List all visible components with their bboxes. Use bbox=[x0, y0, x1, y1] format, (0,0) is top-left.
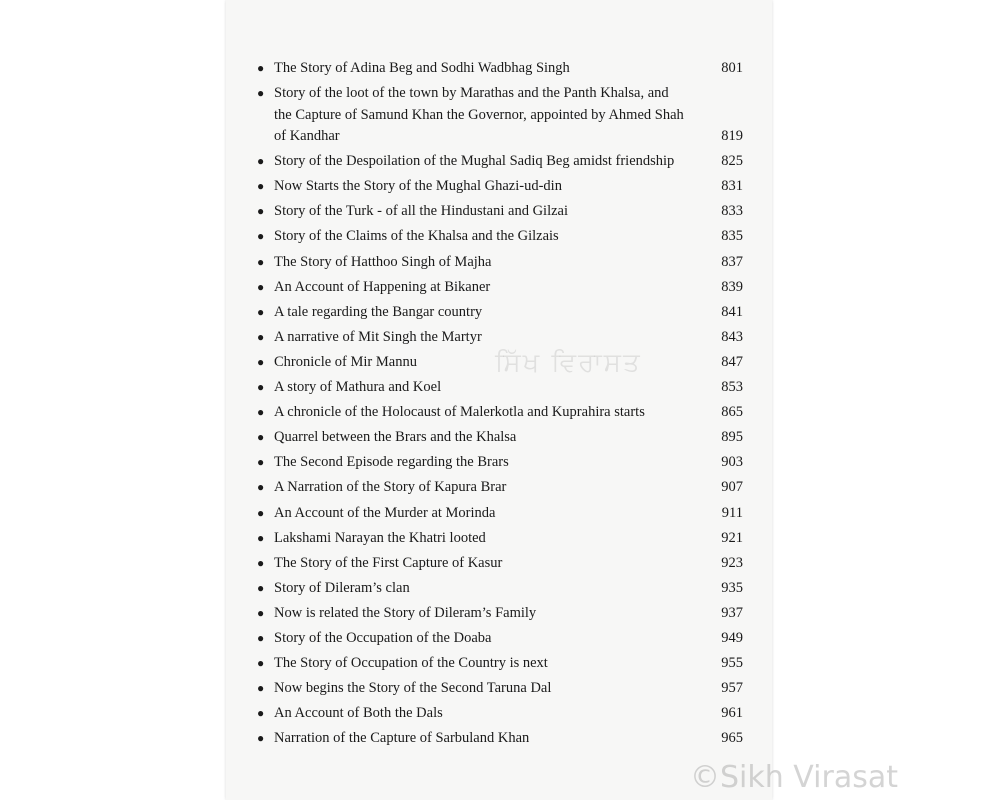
toc-entry-page-number: 841 bbox=[721, 303, 743, 320]
toc-entry-page-number: 935 bbox=[721, 579, 743, 596]
table-of-contents bbox=[256, 58, 743, 753]
toc-entry-title: The Story of Hatthoo Singh of Majha bbox=[274, 253, 492, 270]
bullet-icon: ● bbox=[257, 154, 265, 169]
toc-entry-page-number: 825 bbox=[721, 153, 743, 170]
toc-entry bbox=[256, 176, 743, 198]
toc-entry bbox=[256, 728, 743, 750]
toc-entry bbox=[256, 226, 743, 248]
toc-entry-page-number: 839 bbox=[721, 278, 743, 295]
toc-entry bbox=[256, 151, 743, 173]
toc-entry-page-number: 801 bbox=[721, 60, 743, 76]
bullet-icon: ● bbox=[257, 681, 265, 696]
toc-entry bbox=[256, 58, 743, 80]
toc-entry bbox=[256, 402, 743, 424]
bullet-icon: ● bbox=[257, 455, 265, 470]
toc-entry-title: Story of the Turk - of all the Hindustani and Gilzai bbox=[274, 203, 568, 220]
toc-entry-page-number: 965 bbox=[721, 730, 743, 747]
bullet-icon: ● bbox=[257, 329, 265, 344]
toc-entry-title: Now is related the Story of Dileram’s Family bbox=[274, 604, 537, 621]
toc-entry bbox=[256, 252, 743, 274]
toc-entry-page-number: 923 bbox=[721, 554, 743, 571]
toc-entry-page-number: 833 bbox=[721, 203, 743, 220]
toc-entry-page-number: 907 bbox=[721, 479, 743, 496]
toc-entry-page-number: 949 bbox=[721, 629, 743, 646]
toc-entry-title: Story of the Claims of the Khalsa and the Gilzais bbox=[274, 228, 559, 245]
bullet-icon: ● bbox=[257, 229, 265, 244]
bullet-icon: ● bbox=[257, 530, 265, 545]
bullet-icon: ● bbox=[257, 279, 265, 294]
toc-entry-page-number: 831 bbox=[721, 178, 743, 195]
toc-entry bbox=[256, 703, 743, 725]
toc-entry bbox=[256, 377, 743, 399]
toc-entry bbox=[256, 277, 743, 299]
toc-entry-page-number: 937 bbox=[721, 604, 743, 621]
toc-entry-page-number: 955 bbox=[721, 655, 743, 672]
bullet-icon: ● bbox=[257, 254, 265, 269]
toc-entry-title: A Narration of the Story of Kapura Brar bbox=[274, 479, 507, 496]
toc-entry-title: The Story of the First Capture of Kasur bbox=[274, 554, 503, 571]
toc-entry-page-number: 837 bbox=[721, 253, 743, 270]
bullet-icon: ● bbox=[257, 555, 265, 570]
bullet-icon: ● bbox=[257, 86, 265, 101]
toc-entry bbox=[256, 528, 743, 550]
bullet-icon: ● bbox=[257, 179, 265, 194]
toc-entry-page-number: 847 bbox=[721, 353, 743, 370]
toc-entry-title: A chronicle of the Holocaust of Malerkotla and Kuprahira starts bbox=[274, 404, 645, 421]
toc-entry bbox=[256, 678, 743, 700]
toc-entry-title: Now begins the Story of the Second Taruna Dal bbox=[274, 680, 552, 697]
toc-entry-title: Lakshami Narayan the Khatri looted bbox=[274, 529, 486, 546]
bullet-icon: ● bbox=[257, 304, 265, 319]
bullet-icon: ● bbox=[257, 580, 265, 595]
toc-entry-title: Chronicle of Mir Mannu bbox=[274, 353, 417, 370]
toc-entry bbox=[256, 201, 743, 223]
bullet-icon: ● bbox=[257, 380, 265, 395]
watermark-copyright: ©Sikh Virasat bbox=[690, 760, 898, 795]
toc-entry bbox=[256, 83, 743, 148]
toc-entry-title: Narration of the Capture of Sarbuland Khan bbox=[274, 730, 530, 747]
toc-entry-page-number: 911 bbox=[721, 504, 743, 521]
toc-entry-title: Now Starts the Story of the Mughal Ghazi-ud-din bbox=[274, 178, 562, 195]
toc-entry bbox=[256, 628, 743, 650]
bullet-icon: ● bbox=[257, 630, 265, 645]
toc-entry-title: A narrative of Mit Singh the Martyr bbox=[274, 328, 482, 345]
toc-entry-title: Story of the Despoilation of the Mughal Sadiq Beg amidst friendship bbox=[274, 153, 675, 170]
toc-entry-title: Story of Dileram’s clan bbox=[274, 579, 410, 596]
toc-entry-page-number: 957 bbox=[721, 680, 743, 697]
toc-entry-page-number: 819 bbox=[721, 128, 743, 145]
toc-entry bbox=[256, 603, 743, 625]
toc-entry bbox=[256, 477, 743, 499]
toc-entry bbox=[256, 553, 743, 575]
bullet-icon: ● bbox=[257, 706, 265, 721]
toc-entry bbox=[256, 503, 743, 525]
bullet-icon: ● bbox=[257, 430, 265, 445]
bullet-icon: ● bbox=[257, 61, 265, 75]
bullet-icon: ● bbox=[257, 480, 265, 495]
toc-entry-title: A tale regarding the Bangar country bbox=[274, 303, 483, 320]
toc-entry-title: The Second Episode regarding the Brars bbox=[274, 454, 509, 471]
bullet-icon: ● bbox=[257, 405, 265, 420]
bullet-icon: ● bbox=[257, 505, 265, 520]
toc-entry-page-number: 895 bbox=[721, 429, 743, 446]
toc-entry bbox=[256, 327, 743, 349]
toc-entry-title: A story of Mathura and Koel bbox=[274, 379, 442, 396]
toc-entry-title: Story of the loot of the town by Marathas and the Panth Khalsa, and the Capture of Samund Khan the Governor, appointed by Ahmed Shah of Kandhar bbox=[274, 85, 684, 145]
toc-entry bbox=[256, 578, 743, 600]
toc-entry-title: An Account of the Murder at Morinda bbox=[274, 504, 496, 521]
toc-entry bbox=[256, 302, 743, 324]
watermark-gurmukhi: ਸਿੱਖ ਵਿਰਾਸਤ bbox=[495, 348, 642, 378]
toc-entry-title: The Story of Adina Beg and Sodhi Wadbhag Singh bbox=[274, 60, 570, 76]
toc-entry-title: An Account of Happening at Bikaner bbox=[274, 278, 491, 295]
toc-entry bbox=[256, 427, 743, 449]
toc-entry bbox=[256, 653, 743, 675]
toc-entry bbox=[256, 452, 743, 474]
toc-entry-page-number: 843 bbox=[721, 328, 743, 345]
toc-entry-title: Quarrel between the Brars and the Khalsa bbox=[274, 429, 517, 446]
toc-entry-page-number: 853 bbox=[721, 379, 743, 396]
bullet-icon: ● bbox=[257, 204, 265, 219]
toc-entry-title: The Story of Occupation of the Country is next bbox=[274, 655, 548, 672]
toc-entry-page-number: 835 bbox=[721, 228, 743, 245]
bullet-icon: ● bbox=[257, 354, 265, 369]
toc-entry-page-number: 921 bbox=[721, 529, 743, 546]
bullet-icon: ● bbox=[257, 731, 265, 746]
bullet-icon: ● bbox=[257, 656, 265, 671]
toc-entry-title: An Account of Both the Dals bbox=[274, 705, 443, 722]
toc-entry-title: Story of the Occupation of the Doaba bbox=[274, 629, 492, 646]
toc-entry-page-number: 961 bbox=[721, 705, 743, 722]
bullet-icon: ● bbox=[257, 605, 265, 620]
toc-entry-page-number: 865 bbox=[721, 404, 743, 421]
toc-entry-page-number: 903 bbox=[721, 454, 743, 471]
